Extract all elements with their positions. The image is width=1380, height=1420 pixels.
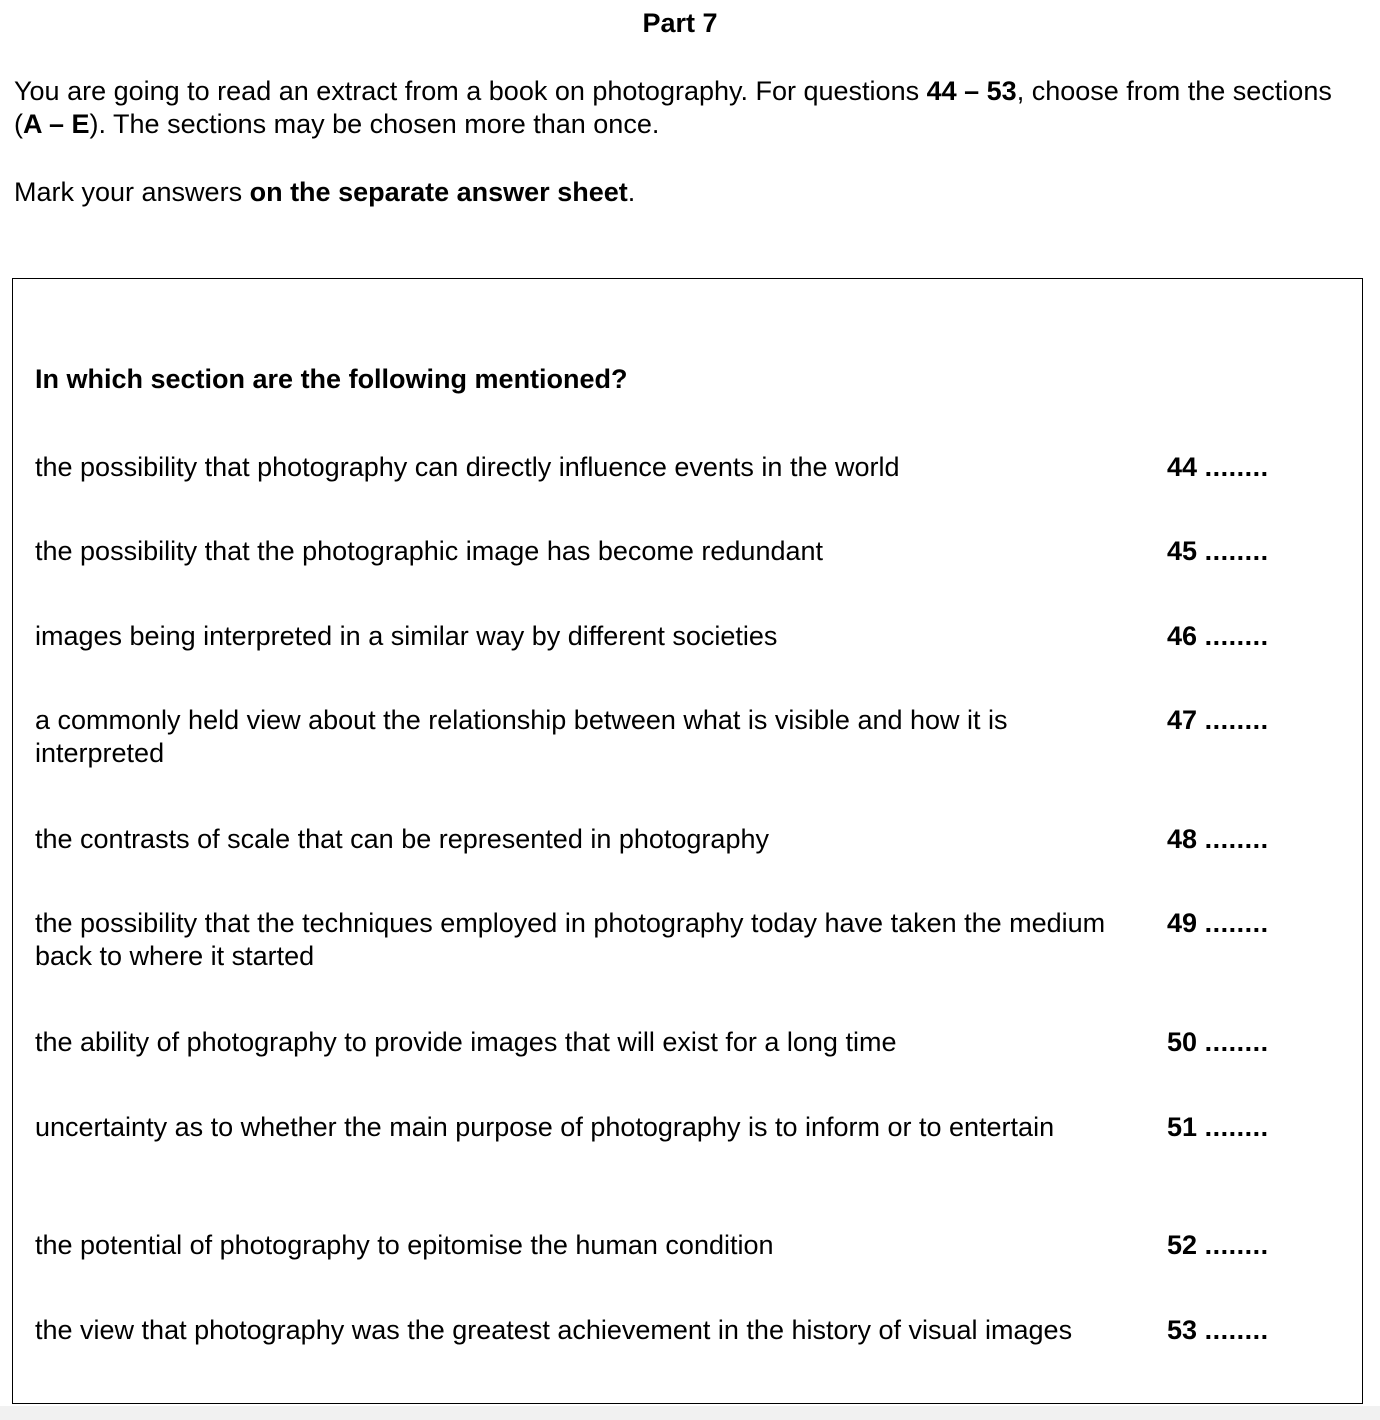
- item-text: the possibility that photography can directly influence events in the world: [35, 452, 900, 482]
- page-bottom-edge: [0, 1406, 1380, 1420]
- question-number: 51: [1167, 1112, 1198, 1142]
- marking-text: .: [627, 177, 636, 207]
- question-number: 45: [1167, 536, 1198, 566]
- question-number: 49: [1167, 908, 1198, 938]
- answer-slot-49[interactable]: [1167, 907, 1269, 940]
- answer-dots: ........: [1204, 1112, 1269, 1142]
- question-number: 46: [1167, 621, 1198, 651]
- answer-dots: ........: [1204, 1315, 1269, 1345]
- answer-dots: ........: [1204, 908, 1269, 938]
- item-text: a commonly held view about the relationship between what is visible and how it is interpreted: [35, 705, 1008, 768]
- question-number: 48: [1167, 824, 1198, 854]
- answer-slot-51[interactable]: [1167, 1111, 1269, 1144]
- question-heading: In which section are the following mentioned?: [35, 364, 628, 394]
- marking-instruction: [14, 176, 635, 209]
- answer-slot-47[interactable]: [1167, 704, 1269, 737]
- question-number: 44: [1167, 452, 1198, 482]
- instructions: [14, 75, 1359, 141]
- item-text: the potential of photography to epitomise the human condition: [35, 1230, 774, 1260]
- answer-dots: ........: [1204, 536, 1269, 566]
- item-text: the possibility that the photographic image has become redundant: [35, 536, 824, 566]
- question-number: 50: [1167, 1027, 1198, 1057]
- answer-slot-46[interactable]: [1167, 620, 1269, 653]
- answer-dots: ........: [1204, 1230, 1269, 1260]
- question-number: 52: [1167, 1230, 1198, 1260]
- question-range: 44 – 53: [926, 76, 1017, 106]
- item-text: the possibility that the techniques employed in photography today have taken the medium back to where it started: [35, 908, 1106, 971]
- section-range: A – E: [23, 109, 90, 139]
- answer-dots: ........: [1204, 824, 1269, 854]
- answer-dots: ........: [1204, 705, 1269, 735]
- item-text: uncertainty as to whether the main purpose of photography is to inform or to entertain: [35, 1112, 1055, 1142]
- item-text: the contrasts of scale that can be represented in photography: [35, 824, 769, 854]
- item-text: images being interpreted in a similar way by different societies: [35, 621, 778, 651]
- instructions-text: , choose from the sections (: [14, 76, 1332, 139]
- page-title: Part 7: [642, 8, 718, 38]
- answer-dots: ........: [1204, 452, 1269, 482]
- answer-slot-45[interactable]: [1167, 535, 1269, 568]
- answer-dots: ........: [1204, 621, 1269, 651]
- instructions-text: ). The sections may be chosen more than once.: [89, 109, 660, 139]
- answer-dots: ........: [1204, 1027, 1269, 1057]
- marking-text: Mark your answers: [14, 177, 250, 207]
- answer-slot-48[interactable]: [1167, 823, 1269, 856]
- answer-slot-50[interactable]: [1167, 1026, 1269, 1059]
- answer-sheet-emphasis: on the separate answer sheet: [249, 177, 628, 207]
- instructions-text: You are going to read an extract from a book on photography. For questions: [14, 76, 927, 106]
- answer-slot-53[interactable]: [1167, 1314, 1269, 1347]
- question-number: 53: [1167, 1315, 1198, 1345]
- question-number: 47: [1167, 705, 1198, 735]
- answer-slot-44[interactable]: [1167, 451, 1269, 484]
- answer-slot-52[interactable]: [1167, 1229, 1269, 1262]
- item-text: the ability of photography to provide images that will exist for a long time: [35, 1027, 897, 1057]
- item-text: the view that photography was the greatest achievement in the history of visual images: [35, 1315, 1073, 1345]
